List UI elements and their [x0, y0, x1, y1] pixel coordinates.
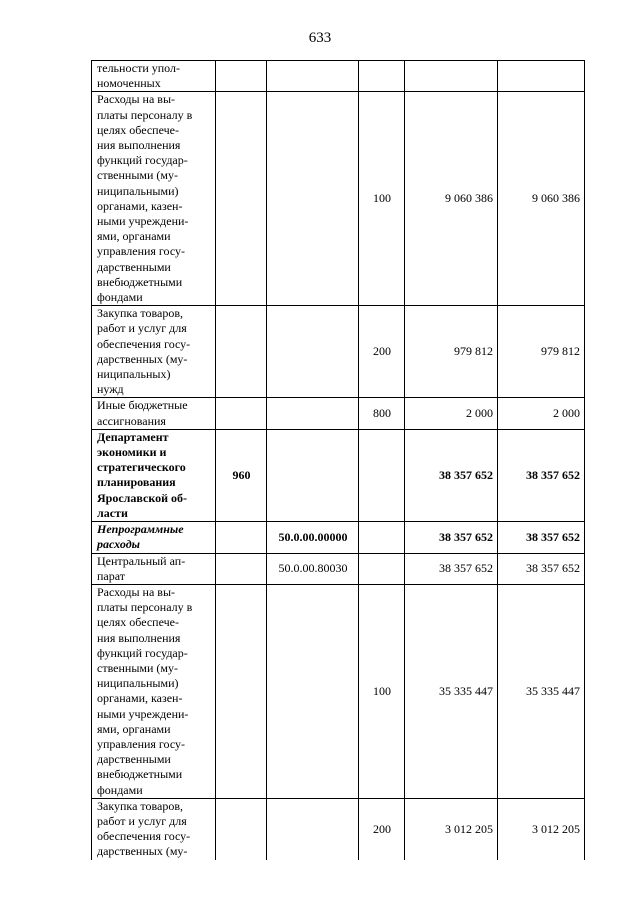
item-name-line: функций государ- — [97, 153, 188, 168]
item-name-cell — [92, 92, 216, 306]
item-name-line: Ярославской об- — [97, 490, 188, 505]
target-article-cell — [267, 61, 359, 92]
table-row — [92, 92, 585, 306]
amount-year1-cell: 979 812 — [405, 306, 498, 398]
item-name-line: парат — [97, 568, 126, 583]
item-name-line: дарственных (му- — [97, 351, 188, 366]
item-name-cell — [92, 798, 216, 859]
item-name-line: внебюджетными — [97, 767, 183, 782]
item-name-line: целях обеспече- — [97, 615, 179, 630]
item-name-cell — [92, 306, 216, 398]
item-name-line: ния выполнения — [97, 630, 181, 645]
table-row — [92, 398, 585, 429]
amount-year2-cell: 38 357 652 — [498, 522, 585, 553]
item-name-line: ниципальными) — [97, 183, 179, 198]
table-row — [92, 61, 585, 92]
dept-code-cell — [216, 398, 267, 429]
item-name-line: ассигнования — [97, 413, 166, 428]
target-article-cell — [267, 92, 359, 306]
dept-code-cell — [216, 798, 267, 859]
item-name-line: управления госу- — [97, 736, 186, 751]
dept-code-cell — [216, 306, 267, 398]
target-article-cell — [267, 306, 359, 398]
expense-type-cell: 200 — [359, 306, 405, 398]
expense-type-cell: 100 — [359, 584, 405, 798]
item-name-line: ственными (му- — [97, 168, 178, 183]
item-name-line: Расходы на вы- — [97, 584, 176, 599]
item-name-line: ния выполнения — [97, 138, 181, 153]
table-row — [92, 429, 585, 521]
item-name-line: ственными (му- — [97, 660, 178, 675]
amount-year1-cell: 9 060 386 — [405, 92, 498, 306]
target-article-cell — [267, 398, 359, 429]
item-name-line: ными учреждени- — [97, 214, 189, 229]
expense-type-cell — [359, 61, 405, 92]
table-row — [92, 798, 585, 859]
item-name-line: стратегического — [97, 460, 186, 475]
amount-year1-cell — [405, 61, 498, 92]
item-name-line: внебюджетными — [97, 274, 183, 289]
dept-code-cell — [216, 584, 267, 798]
item-name-line: дарственными — [97, 752, 171, 767]
item-name-line: ями, органами — [97, 721, 171, 736]
item-name-line: платы персоналу в — [97, 600, 193, 615]
expense-type-cell — [359, 429, 405, 521]
item-name-line: работ и услуг для — [97, 813, 187, 828]
item-name-line: расходы — [97, 537, 140, 552]
expense-type-cell — [359, 522, 405, 553]
dept-code-cell: 960 — [216, 429, 267, 521]
item-name-line: экономики и — [97, 445, 167, 460]
item-name-line: ными учреждени- — [97, 706, 189, 721]
amount-year1-cell: 3 012 205 — [405, 798, 498, 859]
target-article-cell — [267, 584, 359, 798]
dept-code-cell — [216, 553, 267, 584]
target-article-cell: 50.0.00.00000 — [267, 522, 359, 553]
item-name-line: управления госу- — [97, 244, 186, 259]
table-row — [92, 553, 585, 584]
expense-type-cell — [359, 553, 405, 584]
amount-year2-cell: 9 060 386 — [498, 92, 585, 306]
item-name-line: ями, органами — [97, 229, 171, 244]
target-article-cell: 50.0.00.80030 — [267, 553, 359, 584]
expense-type-cell: 800 — [359, 398, 405, 429]
item-name-line: нужд — [97, 382, 124, 397]
item-name-line: ласти — [97, 505, 128, 520]
budget-table-body — [92, 61, 585, 860]
item-name-line: органами, казен- — [97, 198, 183, 213]
item-name-line: целях обеспече- — [97, 122, 179, 137]
item-name-line: Иные бюджетные — [97, 398, 188, 413]
table-row — [92, 306, 585, 398]
item-name-line: ниципальных) — [97, 367, 171, 382]
item-name-line: Закупка товаров, — [97, 306, 183, 321]
amount-year2-cell: 3 012 205 — [498, 798, 585, 859]
item-name-line: фондами — [97, 782, 143, 797]
dept-code-cell — [216, 61, 267, 92]
amount-year1-cell: 38 357 652 — [405, 429, 498, 521]
item-name-line: органами, казен- — [97, 691, 183, 706]
item-name-line: тельности упол- — [97, 61, 180, 75]
target-article-cell — [267, 429, 359, 521]
item-name-line: Закупка товаров, — [97, 798, 183, 813]
item-name-line: Расходы на вы- — [97, 92, 176, 107]
item-name-cell — [92, 522, 216, 553]
budget-table — [91, 60, 585, 860]
expense-type-cell: 200 — [359, 798, 405, 859]
amount-year2-cell: 35 335 447 — [498, 584, 585, 798]
item-name-line: функций государ- — [97, 645, 188, 660]
amount-year1-cell: 35 335 447 — [405, 584, 498, 798]
item-name-line: Департамент — [97, 429, 169, 444]
amount-year1-cell: 38 357 652 — [405, 553, 498, 584]
item-name-line: фондами — [97, 290, 143, 305]
item-name-line: обеспечения госу- — [97, 336, 191, 351]
dept-code-cell — [216, 92, 267, 306]
item-name-line: ниципальными) — [97, 676, 179, 691]
table-row — [92, 522, 585, 553]
table-row — [92, 584, 585, 798]
item-name-cell — [92, 429, 216, 521]
item-name-cell — [92, 398, 216, 429]
item-name-line: номоченных — [97, 76, 161, 91]
item-name-line: планирования — [97, 475, 176, 490]
item-name-line: дарственных (му- — [97, 844, 188, 859]
expense-type-cell: 100 — [359, 92, 405, 306]
amount-year1-cell: 2 000 — [405, 398, 498, 429]
dept-code-cell — [216, 522, 267, 553]
amount-year2-cell: 38 357 652 — [498, 553, 585, 584]
page-number: 633 — [308, 30, 332, 46]
item-name-cell — [92, 61, 216, 92]
amount-year2-cell: 979 812 — [498, 306, 585, 398]
item-name-cell — [92, 553, 216, 584]
item-name-line: обеспечения госу- — [97, 829, 191, 844]
item-name-line: работ и услуг для — [97, 321, 187, 336]
amount-year2-cell — [498, 61, 585, 92]
item-name-cell — [92, 584, 216, 798]
item-name-line: Непрограммные — [97, 522, 184, 537]
item-name-line: дарственными — [97, 259, 171, 274]
amount-year1-cell: 38 357 652 — [405, 522, 498, 553]
item-name-line: платы персоналу в — [97, 107, 193, 122]
amount-year2-cell: 2 000 — [498, 398, 585, 429]
amount-year2-cell: 38 357 652 — [498, 429, 585, 521]
item-name-line: Центральный ап- — [97, 553, 186, 568]
target-article-cell — [267, 798, 359, 859]
